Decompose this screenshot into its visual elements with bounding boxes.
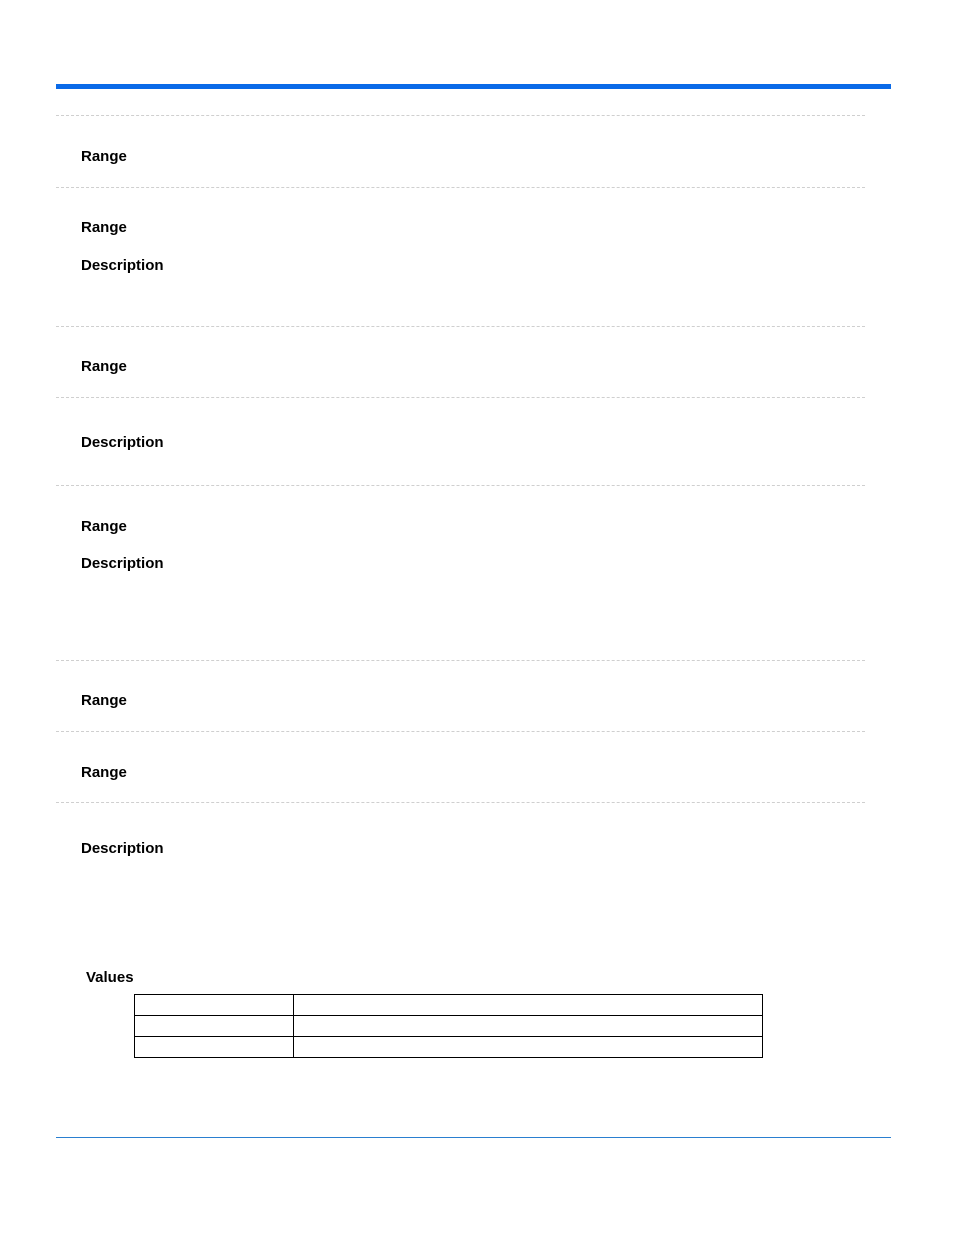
table-row [135, 1037, 763, 1058]
range-label: Range [81, 692, 127, 709]
table-row [135, 995, 763, 1016]
description-label: Description [81, 257, 164, 274]
table-row [135, 1016, 763, 1037]
table-cell [135, 1016, 294, 1037]
range-label: Range [81, 764, 127, 781]
table-cell [294, 1037, 763, 1058]
table-cell [135, 1037, 294, 1058]
section-divider [56, 115, 865, 116]
section-divider [56, 187, 865, 188]
range-label: Range [81, 219, 127, 236]
table-cell [294, 995, 763, 1016]
section-divider [56, 397, 865, 398]
values-table [134, 994, 763, 1058]
description-label: Description [81, 840, 164, 857]
range-label: Range [81, 148, 127, 165]
header-rule [56, 84, 891, 89]
table-cell [294, 1016, 763, 1037]
values-label: Values [86, 969, 134, 986]
range-label: Range [81, 358, 127, 375]
section-divider [56, 731, 865, 732]
section-divider [56, 326, 865, 327]
section-divider [56, 802, 865, 803]
table-cell [135, 995, 294, 1016]
description-label: Description [81, 434, 164, 451]
footer-rule [56, 1137, 891, 1138]
description-label: Description [81, 555, 164, 572]
section-divider [56, 660, 865, 661]
range-label: Range [81, 518, 127, 535]
section-divider [56, 485, 865, 486]
